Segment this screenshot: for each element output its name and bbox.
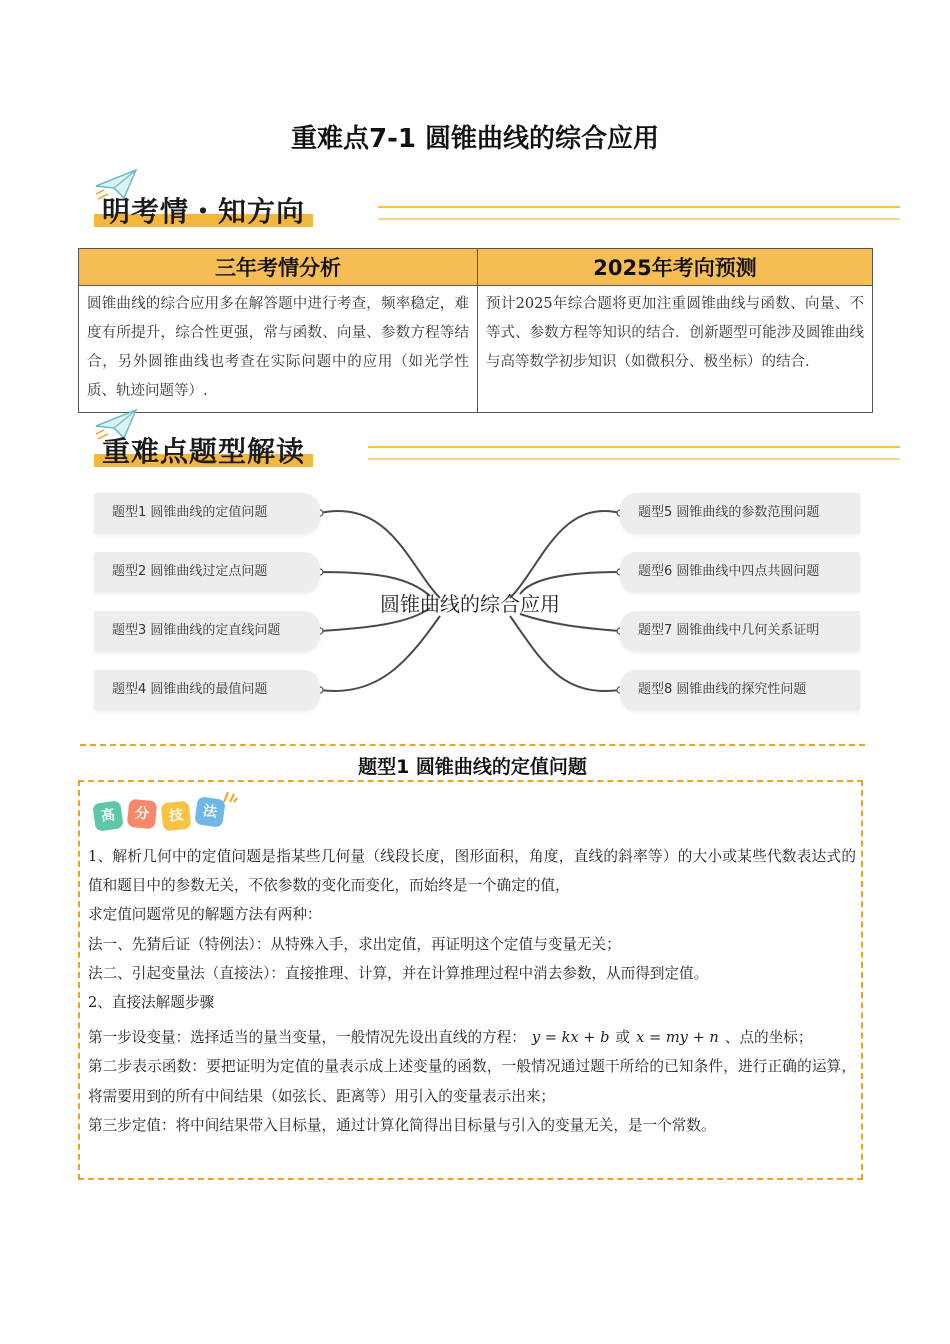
mindmap-center: 圆锥曲线的综合应用 — [380, 592, 560, 616]
mindmap-item-type3: 题型3 圆锥曲线的定直线问题 — [94, 611, 320, 651]
mindmap-item-type7: 题型7 圆锥曲线中几何关系证明 — [620, 611, 860, 651]
sparkle-icon — [222, 790, 238, 804]
step1-text: 第一步设变量：选择适当的量当变量，一般情况先设出直线的方程： — [88, 1029, 526, 1047]
paragraph: 第三步定值：将中间结果带入目标量，通过计算化简得出目标量与引入的变量无关，是一个常数。 — [88, 1116, 716, 1134]
table-cell-forecast: 预计2025年综合题将更加注重圆锥曲线与函数、向量、不等式、参数方程等知识的结合．创新题型可能涉及圆锥曲线与高等数学初步知识（如微积分、极坐标）的结合. — [478, 286, 873, 413]
mindmap-item-type4: 题型4 圆锥曲线的最值问题 — [94, 670, 320, 710]
table-cell-analysis: 圆锥曲线的综合应用多在解答题中进行考查，频率稳定，难度有所提升，综合性更强，常与函数、向量、参数方程等结合，另外圆锥曲线也考查在实际问题中的应用（如光学性质、轨迹问题等）. — [79, 286, 478, 413]
table-header-analysis: 三年考情分析 — [79, 249, 478, 286]
step1-text: 、点的坐标； — [724, 1029, 813, 1047]
badge-char: 分 — [127, 799, 158, 830]
paragraph-step1 — [88, 1023, 856, 1052]
paragraph: 求定值问题常见的解题方法有两种： — [88, 906, 322, 924]
mindmap-item-type8: 题型8 圆锥曲线的探究性问题 — [620, 670, 860, 710]
paragraph: 第二步表示函数：要把证明为定值的量表示成上述变量的函数，一般情况通过题干所给的已知条件，进行正确的运算，将需要用到的所有中间结果（如弦长、距离等）用引入的变量表示出来； — [88, 1058, 856, 1105]
paragraph: 法二、引起变量法（直接法）：直接推理、计算，并在计算推理过程中消去参数，从而得到定值。 — [88, 964, 709, 982]
math-formula: x = my + n — [636, 1029, 719, 1047]
mindmap-item-type6: 题型6 圆锥曲线中四点共圆问题 — [620, 552, 860, 592]
paragraph: 法一、先猜后证（特例法）：从特殊入手，求出定值，再证明这个定值与变量无关； — [88, 935, 621, 953]
mindmap-item-type2: 题型2 圆锥曲线过定点问题 — [94, 552, 320, 592]
mindmap-item-type5: 题型5 圆锥曲线的参数范围问题 — [620, 493, 860, 533]
decor-lines — [378, 206, 900, 220]
type1-title-bar — [80, 744, 865, 784]
math-formula: y = kx + b — [531, 1029, 610, 1047]
section-heading: 重难点题型解读 — [94, 430, 313, 470]
section-header-exam-analysis — [80, 168, 900, 230]
method-content — [88, 842, 856, 1140]
section-header-question-types — [80, 408, 900, 470]
mindmap-item-type1: 题型1 圆锥曲线的定值问题 — [94, 493, 320, 533]
paragraph: 1、解析几何中的定值问题是指某些几何量（线段长度，图形面积，角度，直线的斜率等）的大小或某些代数表达式的值和题目中的参数无关，不依参数的变化而变化，而始终是一个确定的值， — [88, 848, 856, 895]
badge-char: 技 — [161, 801, 192, 832]
badge-char: 法 — [194, 796, 226, 828]
decor-lines — [368, 446, 900, 460]
badge-char: 高 — [92, 800, 124, 832]
page-title: 重难点7-1 圆锥曲线的综合应用 — [290, 124, 660, 154]
paragraph: 2、直接法解题步骤 — [88, 994, 215, 1012]
analysis-table — [78, 248, 873, 413]
step1-or: 或 — [615, 1029, 631, 1047]
high-score-tips-badge — [94, 790, 244, 834]
table-header-forecast: 2025年考向预测 — [478, 249, 873, 286]
section-heading: 明考情・知方向 — [94, 190, 313, 230]
mindmap — [80, 488, 880, 716]
type1-title: 题型1 圆锥曲线的定值问题 — [358, 756, 587, 778]
